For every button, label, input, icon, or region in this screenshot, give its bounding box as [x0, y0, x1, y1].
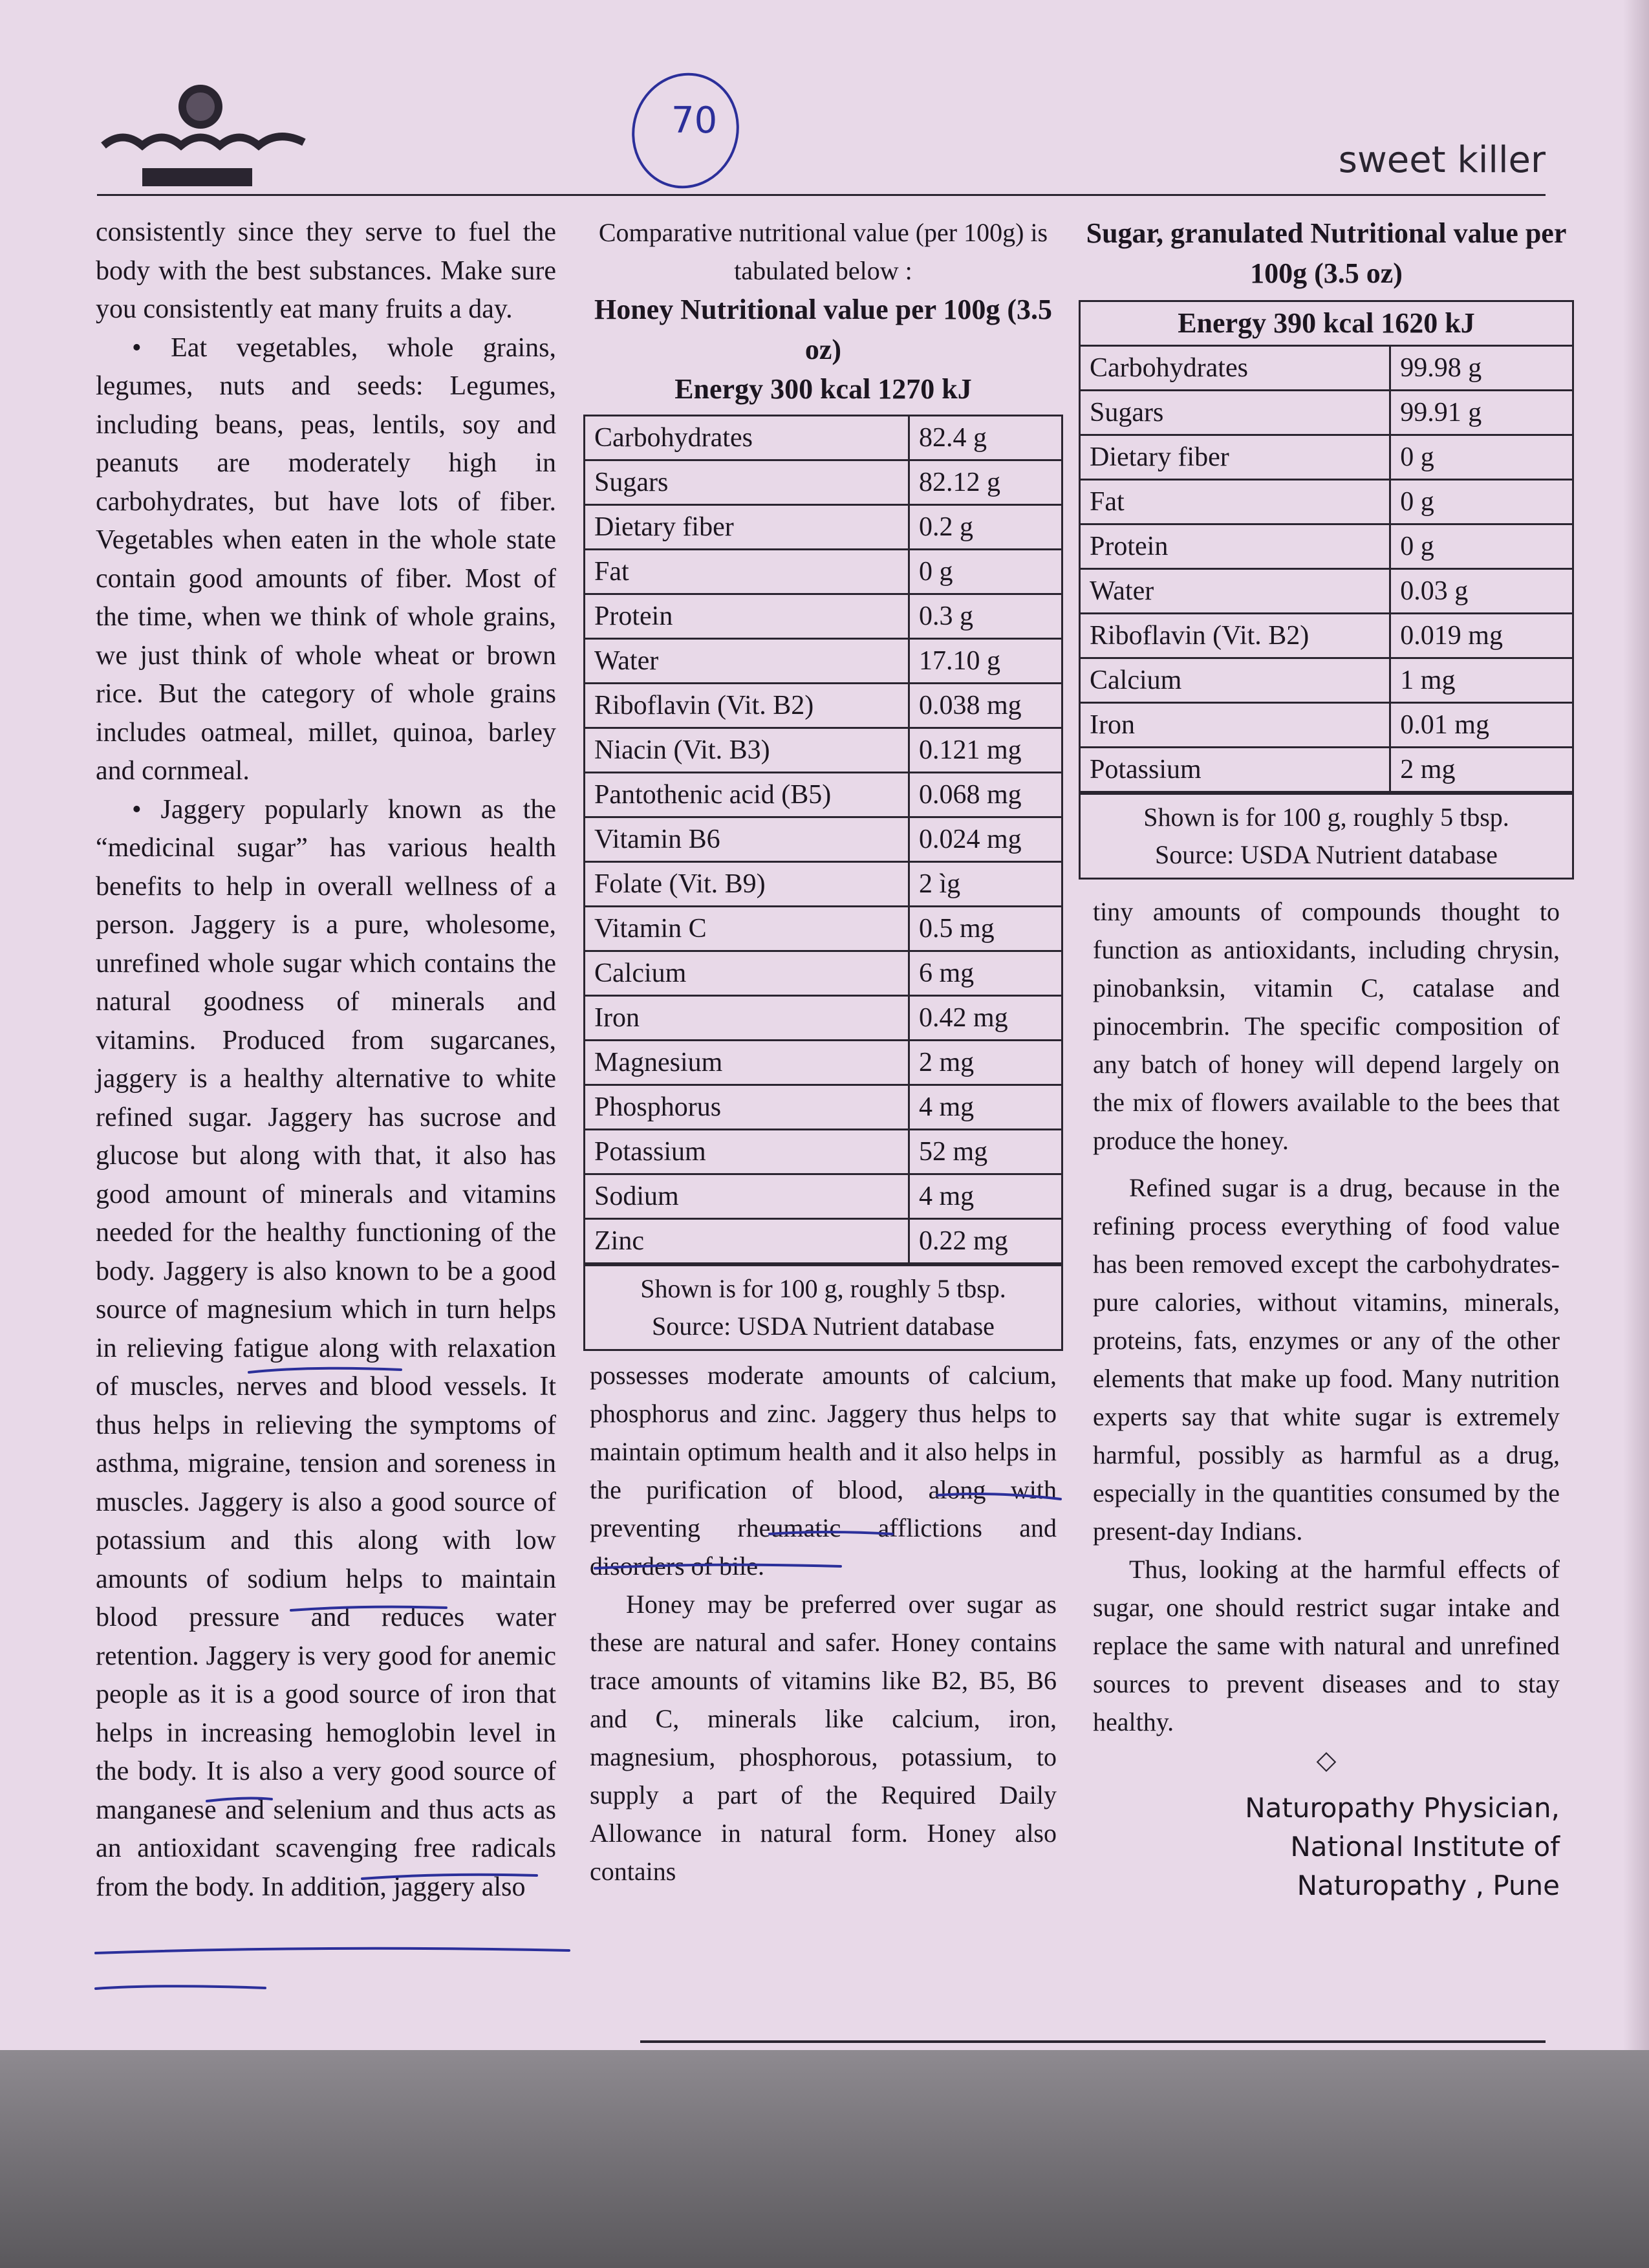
table-row: [585, 550, 1061, 594]
nutrient-value: 2 ìg: [909, 862, 1061, 907]
section-title: sweet killer: [1338, 139, 1546, 181]
nutrient-name: Protein: [1081, 524, 1390, 569]
sugar-note-line: Shown is for 100 g, roughly 5 tbsp.: [1143, 803, 1509, 832]
nutrient-value: 0.3 g: [909, 594, 1061, 639]
credit-line: Naturopathy Physician,: [1245, 1792, 1560, 1824]
paragraph: • Jaggery popularly known as the “medicinal sugar” has various health benefits to help in overall wellness of a person. Jaggery is a pure, wholesome, unrefined whole sugar which contains the natural goodness of minerals and vitamins. Produced from sugarcanes, jaggery is a healthy alternative to white refined sugar. Jaggery has sucrose and glucose but along with that, it also has good amount of minerals and vitamins needed for the healthy functioning of the body. Jaggery is also known to be a good source of magnesium which in turn helps in relieving fatigue along with relaxation of muscles, nerves and blood vessels. It thus helps in relieving the symptoms of asthma, migraine, tension and soreness in muscles. Jaggery is also a good source of potassium and this along with low amounts of sodium helps to maintain blood pressure and reduces water retention. Jaggery is very good for anemic people as it is a good source of iron that helps in increasing hemoglobin level in the body. It is also a very good source of manganese and selenium and thus acts as an antioxidant scavenging free radicals from the body. In addition, jaggery also: [96, 794, 556, 1902]
nutrient-name: Folate (Vit. B9): [585, 862, 909, 907]
nutrient-value: 0.024 mg: [909, 817, 1061, 862]
sugar-table-title: Sugar, granulated Nutritional value per 100g (3.5 oz): [1086, 217, 1567, 289]
nutrient-value: 0 g: [1390, 524, 1572, 569]
nutrient-name: Sugars: [585, 460, 909, 505]
nutrient-value: 1 mg: [1390, 658, 1572, 703]
nutrient-value: 99.91 g: [1390, 391, 1572, 435]
nutrient-name: Dietary fiber: [585, 505, 909, 550]
nutrient-value: 0.2 g: [909, 505, 1061, 550]
publication-logo-icon: [97, 78, 317, 194]
nutrient-value: 4 mg: [909, 1085, 1061, 1130]
author-credit: [1093, 1789, 1560, 1905]
nutrient-value: 0.03 g: [1390, 569, 1572, 614]
table-row: [1081, 391, 1572, 435]
paragraph: Honey may be preferred over sugar as these are natural and safer. Honey contains trace amounts of vitamins like B2, B5, B6 and C, minerals like calcium, iron, magnesium, phosphorous, potassium, to supply a part of the Required Daily Allowance in natural form. Honey also contains: [590, 1590, 1057, 1886]
nutrient-name: Fat: [585, 550, 909, 594]
table-row: [1081, 435, 1572, 480]
nutrient-value: 6 mg: [909, 951, 1061, 996]
header-rule: [97, 194, 1546, 196]
nutrient-name: Vitamin B6: [585, 817, 909, 862]
nutrient-name: Protein: [585, 594, 909, 639]
honey-nutrition-table: [583, 415, 1063, 1351]
sugar-source-line: Source: USDA Nutrient database: [1155, 840, 1498, 869]
nutrient-name: Calcium: [1081, 658, 1390, 703]
nutrient-value: 99.98 g: [1390, 347, 1572, 391]
nutrient-name: Calcium: [585, 951, 909, 996]
handwritten-page-marker: [621, 71, 757, 194]
credit-line: National Institute of: [1290, 1831, 1560, 1863]
credit-line: Naturopathy , Pune: [1297, 1870, 1560, 1901]
sugar-energy: Energy 390 kcal 1620 kJ: [1081, 302, 1572, 347]
nutrient-name: Phosphorus: [585, 1085, 909, 1130]
table-row: [585, 594, 1061, 639]
table-row: [585, 684, 1061, 728]
table-row: [585, 1174, 1061, 1219]
nutrient-name: Vitamin C: [585, 907, 909, 951]
table-row: [585, 505, 1061, 550]
table-row: [585, 1085, 1061, 1130]
nutrient-value: 0.121 mg: [909, 728, 1061, 773]
table-row: [1081, 703, 1572, 748]
paragraph: • Eat vegetables, whole grains, legumes, nuts and seeds: Legumes, including beans, peas, lentils, soy and peanuts are moderately high in carbohydrates, but have lots of fiber. Vegetables when eaten in the whole state contain good amounts of fiber. Most of the time, when we think of whole grains, we just think of whole wheat or brown rice. But the category of whole grains includes oatmeal, millet, quinoa, barley and cornmeal.: [96, 332, 556, 786]
table-row: [585, 817, 1061, 862]
nutrient-value: 0.038 mg: [909, 684, 1061, 728]
nutrient-name: Riboflavin (Vit. B2): [1081, 614, 1390, 658]
nutrient-name: Dietary fiber: [1081, 435, 1390, 480]
scan-edge-shadow: [1623, 0, 1649, 2050]
scanner-bed-area: [0, 2050, 1649, 2268]
paragraph: tiny amounts of compounds thought to function as antioxidants, including chrysin, pinobanksin, vitamin C, catalase and pinocembrin. The specific composition of any batch of honey will depend largely on the mix of flowers available to the bees that produce the honey.: [1093, 897, 1560, 1155]
nutrient-name: Carbohydrates: [1081, 347, 1390, 391]
honey-energy: Energy 300 kcal 1270 kJ: [674, 373, 972, 405]
table-row: [585, 996, 1061, 1041]
nutrient-name: Zinc: [585, 1219, 909, 1264]
nutrient-value: 0.019 mg: [1390, 614, 1572, 658]
nutrient-value: 82.12 g: [909, 460, 1061, 505]
nutrient-name: Magnesium: [585, 1041, 909, 1085]
column-1: [96, 213, 556, 1906]
nutrient-value: 0.068 mg: [909, 773, 1061, 817]
table-row: [585, 907, 1061, 951]
nutrient-value: 0.42 mg: [909, 996, 1061, 1041]
nutrient-value: 17.10 g: [909, 639, 1061, 684]
nutrient-name: Potassium: [1081, 748, 1390, 792]
paragraph: Thus, looking at the harmful effects of sugar, one should restrict sugar intake and replace the same with natural and unrefined sources to prevent diseases and to stay healthy.: [1093, 1555, 1560, 1736]
nutrient-name: Carbohydrates: [585, 416, 909, 460]
table-row: [585, 1041, 1061, 1085]
column-2: [583, 213, 1063, 1890]
paragraph: Refined sugar is a drug, because in the refining process everything of food value has been removed except the carbohydrates-pure calories, without vitamins, minerals, proteins, fats, enzymes or any of the other elements that make up food. Many nutrition experts say that white sugar is extremely harmful, possibly as harmful as a drug, especially in the quantities consumed by the present-day Indians.: [1093, 1173, 1560, 1546]
table-row: [585, 416, 1061, 460]
honey-table-note: [585, 1264, 1061, 1349]
table-row: [1081, 748, 1572, 792]
table-row: [1081, 658, 1572, 703]
nutrient-name: Water: [585, 639, 909, 684]
sugar-nutrition-table: [1079, 300, 1574, 880]
honey-note-line: Shown is for 100 g, roughly 5 tbsp.: [640, 1274, 1006, 1303]
table-row: [585, 639, 1061, 684]
nutrient-value: 0.5 mg: [909, 907, 1061, 951]
nutrient-value: 0 g: [909, 550, 1061, 594]
nutrient-name: Niacin (Vit. B3): [585, 728, 909, 773]
page-marker-text: 70: [671, 100, 718, 142]
nutrient-name: Iron: [585, 996, 909, 1041]
nutrient-value: 2 mg: [1390, 748, 1572, 792]
nutrient-value: 0 g: [1390, 480, 1572, 524]
nutrient-name: Potassium: [585, 1130, 909, 1174]
nutrient-value: 0.01 mg: [1390, 703, 1572, 748]
section-end-ornament: ◇: [1316, 1745, 1337, 1775]
table-row: [1081, 480, 1572, 524]
paragraph: possesses moderate amounts of calcium, phosphorus and zinc. Jaggery thus helps to maintain optimum health and it also helps in the purification of blood, along with preventing rheumatic afflictions and disorders of bile.: [590, 1361, 1057, 1581]
table-row: [585, 728, 1061, 773]
nutrient-name: Sugars: [1081, 391, 1390, 435]
nutrient-name: Riboflavin (Vit. B2): [585, 684, 909, 728]
nutrient-value: 52 mg: [909, 1130, 1061, 1174]
nutrient-value: 4 mg: [909, 1174, 1061, 1219]
nutrient-value: 0 g: [1390, 435, 1572, 480]
sugar-table-note: [1081, 793, 1572, 878]
table-row: [1081, 524, 1572, 569]
honey-source-line: Source: USDA Nutrient database: [652, 1312, 995, 1341]
nutrient-name: Sodium: [585, 1174, 909, 1219]
table-row: [585, 862, 1061, 907]
nutrient-value: 82.4 g: [909, 416, 1061, 460]
nutrient-name: Fat: [1081, 480, 1390, 524]
table-row: [1081, 614, 1572, 658]
table-row: [585, 1219, 1061, 1264]
honey-table-title: Honey Nutritional value per 100g (3.5 oz): [594, 294, 1053, 365]
table-row: [585, 951, 1061, 996]
table-row: [585, 773, 1061, 817]
nutrient-name: Iron: [1081, 703, 1390, 748]
table-intro: Comparative nutritional value (per 100g) is tabulated below :: [598, 218, 1048, 285]
footer-rule: [640, 2040, 1546, 2043]
paragraph: consistently since they serve to fuel the body with the best substances. Make sure you consistently eat many fruits a day.: [96, 217, 556, 324]
nutrient-value: 0.22 mg: [909, 1219, 1061, 1264]
table-row: [1081, 347, 1572, 391]
nutrient-name: Water: [1081, 569, 1390, 614]
table-row: [585, 460, 1061, 505]
table-row: [585, 1130, 1061, 1174]
column-3: [1079, 213, 1574, 1905]
nutrient-value: 2 mg: [909, 1041, 1061, 1085]
table-row: [1081, 569, 1572, 614]
nutrient-name: Pantothenic acid (B5): [585, 773, 909, 817]
